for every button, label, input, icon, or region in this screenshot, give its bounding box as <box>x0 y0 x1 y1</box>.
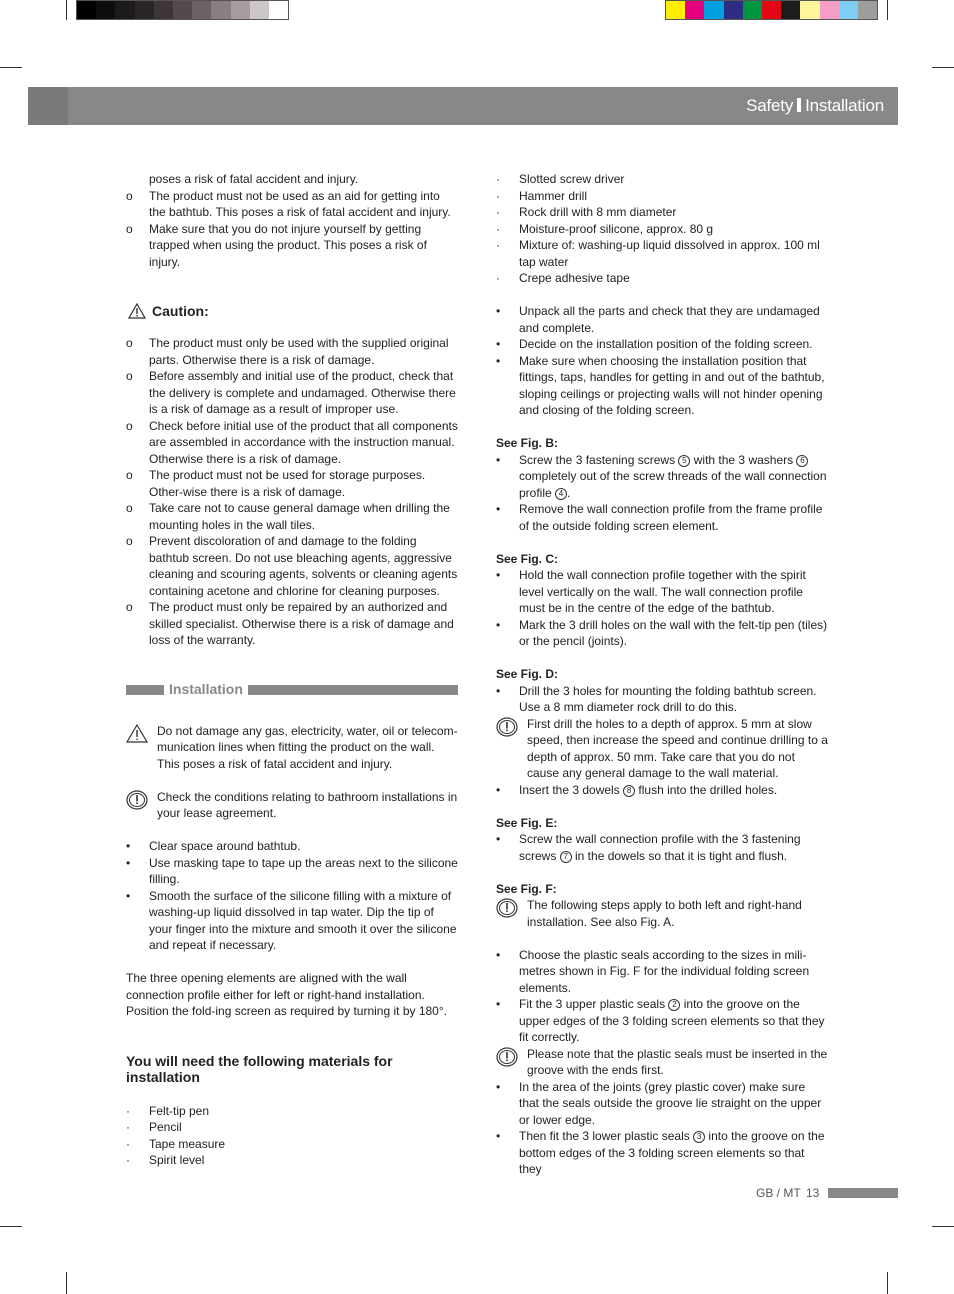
fig-e-heading: See Fig. E: <box>496 815 558 830</box>
materials-heading: You will need the following materials for installation <box>126 1052 393 1085</box>
list-item: • Remove the wall connection profile from the frame profile of the outside folding screen element. <box>496 502 823 533</box>
list-item: • Drill the 3 holes for mounting the folding bathtub screen. Use a 8 mm diameter rock drill to do this. <box>496 683 817 714</box>
color-swatch <box>192 1 211 19</box>
color-swatch <box>685 1 704 19</box>
list-item: o The product must not be used as an aid for getting into the bathtub. This poses a risk of fatal accident and injury. <box>126 188 451 219</box>
footer-bar <box>828 1188 898 1198</box>
list-item: · Hammer drill <box>496 188 588 203</box>
list-item: • Then fit the 3 lower plastic seals 3 into the groove on the bottom edges of the 3 folding screen elements so that they <box>496 1129 825 1176</box>
crop-mark <box>0 1226 22 1227</box>
color-swatch <box>724 1 743 19</box>
list-item: · Spirit level <box>126 1153 205 1167</box>
list-item: • Screw the wall connection profile with the 3 fastening screws 7 in the dowels so that it is tight and flush. <box>496 832 801 863</box>
list-item: o Make sure that you do not injure yourself by getting trapped when using the product. This poses a risk of injury. <box>126 221 427 269</box>
process-color-bar <box>665 0 878 20</box>
list-item: • Fit the 3 upper plastic seals 2 into the groove on the upper edges of the 3 folding screen elements so that they fit correctly. <box>496 997 825 1044</box>
color-swatch <box>820 1 839 19</box>
list-item: o Before assembly and initial use of the product, check that the delivery is complete and undamaged. Otherwise there is a risk of damage as a result of improper use. <box>126 369 456 416</box>
fig-f-heading: See Fig. F: <box>496 881 557 896</box>
list-item: · Tape measure <box>126 1136 226 1151</box>
exclamation-icon <box>496 1047 518 1067</box>
color-swatch <box>173 1 192 19</box>
fig-d-heading: See Fig. D: <box>496 667 559 681</box>
exclamation-icon <box>496 717 518 737</box>
crop-mark <box>66 0 67 20</box>
warning-icon <box>126 724 148 744</box>
color-swatch <box>231 1 250 19</box>
color-swatch <box>839 1 858 19</box>
list-item: o Check before initial use of the product that all components are assembled in accordance with the instruction manual. Otherwise there is a risk of damage. <box>126 418 458 466</box>
color-swatch <box>96 1 115 19</box>
fig-b-heading: See Fig. B: <box>496 436 559 450</box>
list-item: · Slotted screw driver <box>496 172 625 186</box>
crop-mark <box>932 67 954 68</box>
list-item: • Use masking tape to tape up the areas next to the silicone filling. <box>126 855 458 886</box>
exclamation-icon <box>496 898 518 918</box>
list-item: poses a risk of fatal accident and injury. <box>149 172 359 186</box>
color-swatch <box>858 1 877 19</box>
seal-note: Please note that the plastic seals must be inserted in the groove with the ends first. <box>496 1046 828 1079</box>
list-item: • Insert the 3 dowels 8 flush into the drilled holes. <box>496 782 778 797</box>
list-item: · Mixture of: washing-up liquid dissolved in approx. 100 ml tap water <box>496 238 820 269</box>
list-item: · Crepe adhesive tape <box>496 271 630 285</box>
color-swatch <box>115 1 134 19</box>
color-swatch <box>135 1 154 19</box>
list-item: • Choose the plastic seals according to the sizes in mili-metres shown in Fig. F for the individual folding screen elements. <box>496 947 810 995</box>
color-swatch <box>781 1 800 19</box>
warning-icon <box>128 303 146 319</box>
list-item: o The product must only be used with the supplied original parts. Otherwise there is a risk of damage. <box>126 336 449 367</box>
list-item: • Smooth the surface of the silicone filling with a mixture of washing-up liquid dissolved in tap water. Dip the tip of your finger into the mixture and smooth it over the silicone and repeat if necessary. <box>126 888 457 952</box>
exclamation-icon <box>126 790 148 810</box>
list-item: o Take care not to cause general damage when drilling the mounting holes in the wall tiles. <box>126 501 450 532</box>
list-item: • Mark the 3 drill holes on the wall with the felt-tip pen (tiles) or the pencil (joints). <box>496 617 828 648</box>
gray-color-bar <box>76 0 289 20</box>
crop-mark <box>66 1272 67 1294</box>
alignment-paragraph: The three opening elements are aligned with the wall connection profile either for left or right-hand installation. Position the fold-ing screen as required by turning it by 180°. <box>126 971 447 1018</box>
list-item: • Decide on the installation position of the folding screen. <box>496 337 813 351</box>
warning-note: Do not damage any gas, electricity, water, oil or telecom-munication lines when fitting the product on the wall. This poses a risk of fatal accident and injury. <box>126 723 458 773</box>
color-swatch <box>77 1 96 19</box>
installation-note: The following steps apply to both left and right-hand installation. See also Fig. A. <box>496 897 828 930</box>
list-item: o The product must only be repaired by an authorized and skilled specialist. Otherwise there is a risk of damage and loss of the warranty. <box>126 600 454 647</box>
crop-mark <box>932 1226 954 1227</box>
list-item: · Pencil <box>126 1120 182 1134</box>
crop-mark <box>887 0 888 20</box>
list-item: • Hold the wall connection profile together with the spirit level vertically on the wall. The wall connection profile must be in the centre of the edge of the bathtub. <box>496 568 806 615</box>
caution-heading: Caution: <box>126 302 458 320</box>
drill-note: First drill the holes to a depth of approx. 5 mm at slow speed, then increase the speed and continue drilling to a depth of approx. 50 mm. Take care that you do not cause any general damage to the wall material. <box>496 716 828 782</box>
right-column <box>496 171 828 1178</box>
installation-section-header: Installation <box>126 681 458 699</box>
color-swatch <box>800 1 819 19</box>
color-swatch <box>250 1 269 19</box>
list-item: • Make sure when choosing the installation position that fittings, taps, handles for getting in and out of the bathtub, sloping ceilings or projecting walls will not hinder opening and closing of the folding screen. <box>496 353 825 417</box>
list-item: o Prevent discoloration of and damage to the folding bathtub screen. Do not use bleaching agents, aggressive cleaning and scouring agents, solvents or cleaning agents containing acetone and chlorine for cleaning purposes. <box>126 534 458 598</box>
list-item: • In the area of the joints (grey plastic cover) make sure that the seals outside the groove lie straight on the upper or lower edge. <box>496 1079 822 1127</box>
color-swatch <box>666 1 685 19</box>
list-item: · Rock drill with 8 mm diameter <box>496 205 677 219</box>
footer-language: GB / MT <box>756 1186 801 1200</box>
color-swatch <box>211 1 230 19</box>
list-item: · Moisture-proof silicone, approx. 80 g <box>496 221 714 236</box>
list-item: • Screw the 3 fastening screws 5 with the 3 washers 6 completely out of the screw threads of the wall connection profile 4 . <box>496 452 827 500</box>
fig-c-heading: See Fig. C: <box>496 551 559 566</box>
left-column <box>126 171 458 1169</box>
crop-mark <box>0 67 22 68</box>
color-swatch <box>154 1 173 19</box>
list-item: o The product must not be used for storage purposes. Other-wise there is a risk of damage. <box>126 468 426 499</box>
page-number: 13 <box>806 1186 820 1200</box>
color-swatch <box>743 1 762 19</box>
crop-mark <box>887 1272 888 1294</box>
lease-note: Check the conditions relating to bathroom installations in your lease agreement. <box>126 789 458 822</box>
list-item: · Felt-tip pen <box>126 1103 210 1118</box>
list-item: • Unpack all the parts and check that they are undamaged and complete. <box>496 304 820 335</box>
list-item: • Clear space around bathtub. <box>126 839 301 853</box>
color-swatch <box>762 1 781 19</box>
color-swatch <box>269 1 288 19</box>
color-swatch <box>704 1 723 19</box>
page-title: Safety Installation <box>746 96 884 115</box>
